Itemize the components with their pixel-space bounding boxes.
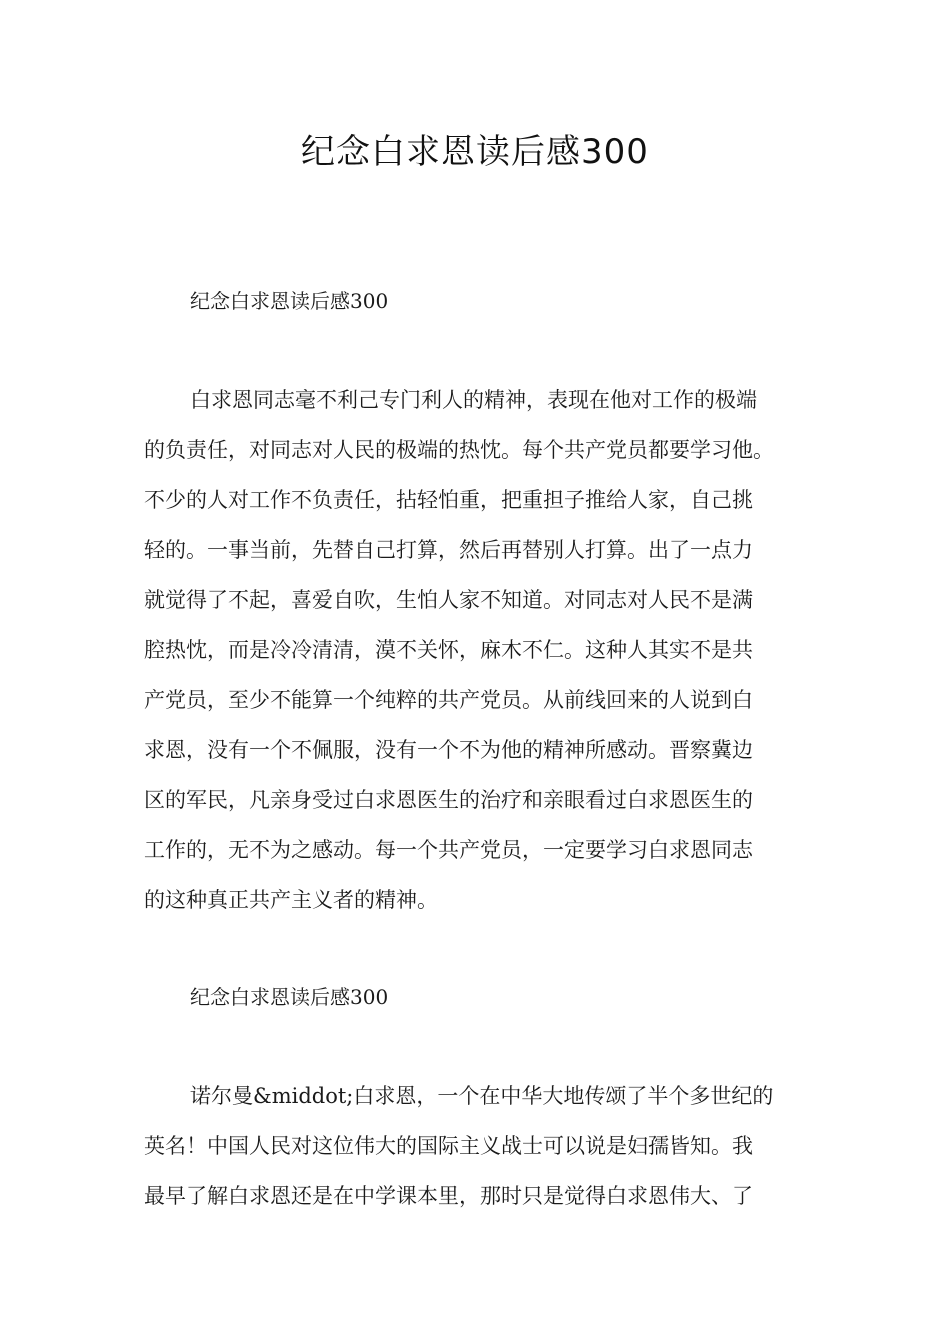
paragraph-line: 求恩，没有一个不佩服，没有一个不为他的精神所感动。晋察冀边 [144, 738, 753, 762]
paragraph-line: 诺尔曼&middot;白求恩，一个在中华大地传颂了半个多世纪的 [190, 1084, 774, 1108]
paragraph-2 [144, 1071, 814, 1221]
paragraph-line: 就觉得了不起，喜爱自吹，生怕人家不知道。对同志对人民不是满 [144, 588, 753, 612]
paragraph-line: 英名！中国人民对这位伟大的国际主义战士可以说是妇孺皆知。我 [144, 1134, 753, 1158]
paragraph-line: 工作的，无不为之感动。每一个共产党员，一定要学习白求恩同志 [144, 838, 753, 862]
paragraph-line: 不少的人对工作不负责任，拈轻怕重，把重担子推给人家，自己挑 [144, 488, 753, 512]
paragraph-line: 腔热忱，而是冷冷清清，漠不关怀，麻木不仁。这种人其实不是共 [144, 638, 753, 662]
section-heading-2: 纪念白求恩读后感300 [190, 985, 389, 1009]
paragraph-line: 白求恩同志毫不利己专门利人的精神，表现在他对工作的极端 [190, 388, 757, 412]
paragraph-line: 的负责任，对同志对人民的极端的热忱。每个共产党员都要学习他。 [144, 438, 774, 462]
paragraph-line: 最早了解白求恩还是在中学课本里，那时只是觉得白求恩伟大、了 [144, 1184, 753, 1208]
paragraph-line: 产党员，至少不能算一个纯粹的共产党员。从前线回来的人说到白 [144, 688, 753, 712]
paragraph-line: 轻的。一事当前，先替自己打算，然后再替别人打算。出了一点力 [144, 538, 753, 562]
paragraph-1 [144, 375, 814, 925]
document-title: 纪念白求恩读后感300 [301, 132, 649, 172]
section-heading-1: 纪念白求恩读后感300 [190, 289, 389, 313]
paragraph-line: 区的军民，凡亲身受过白求恩医生的治疗和亲眼看过白求恩医生的 [144, 788, 753, 812]
paragraph-line: 的这种真正共产主义者的精神。 [144, 888, 438, 912]
